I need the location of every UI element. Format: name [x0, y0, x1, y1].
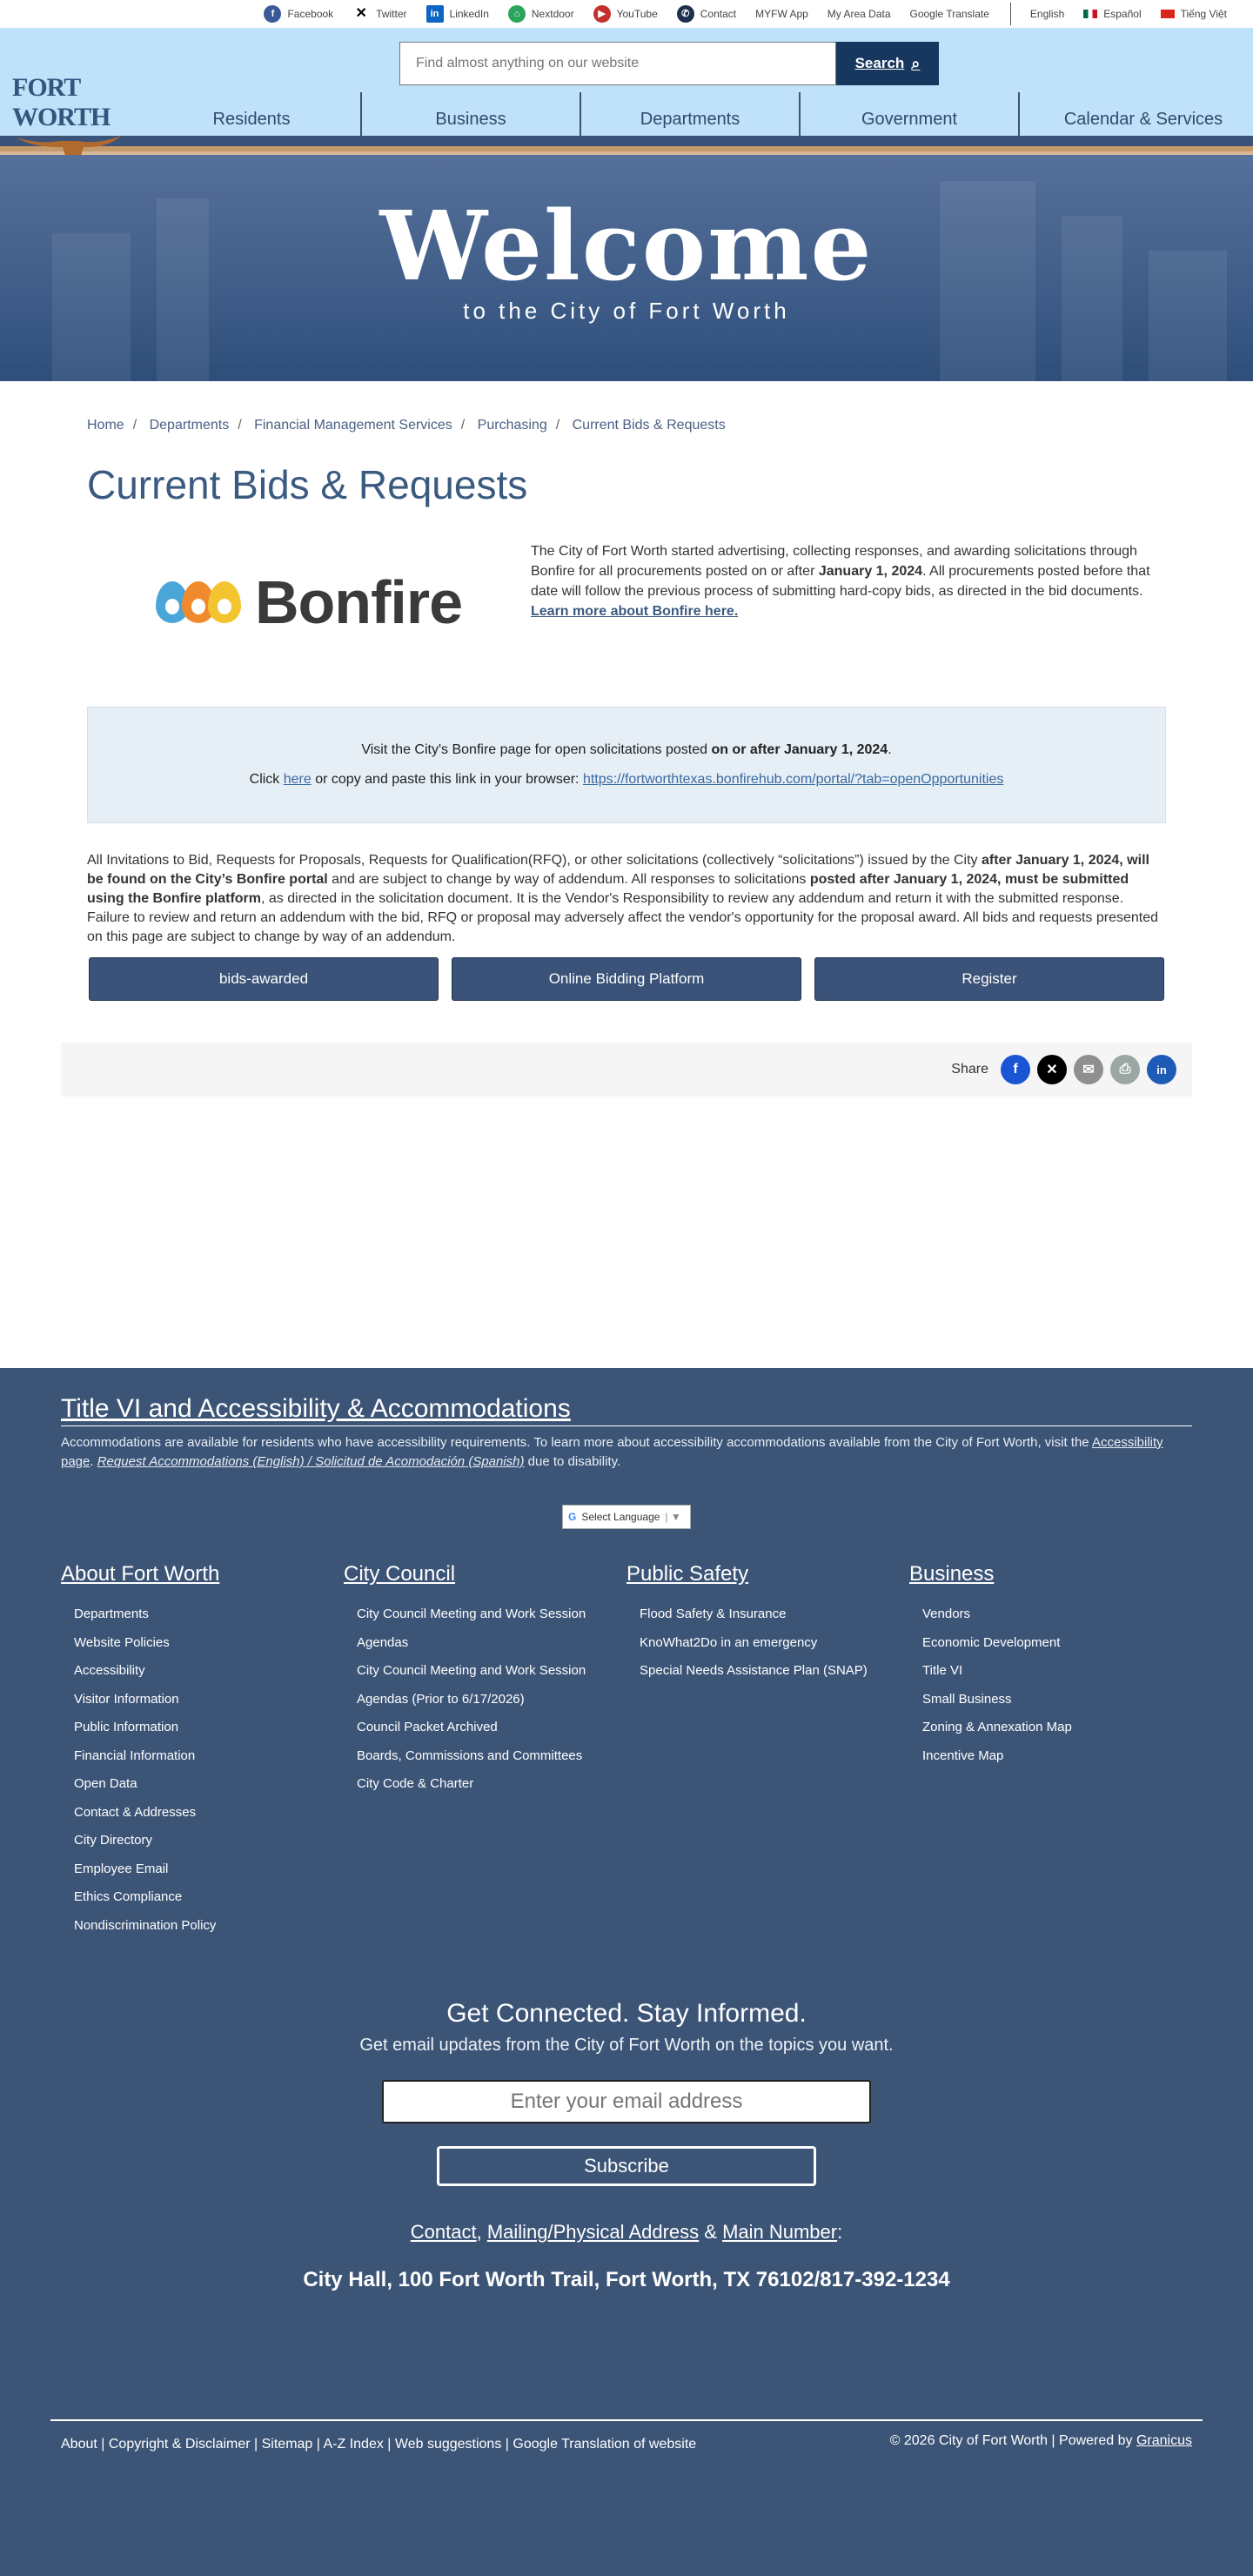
footer-link[interactable]: Title VI — [922, 1663, 963, 1678]
breadcrumb: Home / Departments / Financial Management Services / Purchasing / Current Bids & Requests — [87, 418, 726, 433]
solicitation-text: All Invitations to Bid, Requests for Proposals, Requests for Qualification(RFQ), or other solicitations (collectively “solicitations”) issued by the City after January 1, 2024, will be found on the City’s Bonfire portal and are subject to change by way of addendum. All responses to solicitations posted after January 1, 2024, must be submitted using the Bonfire platform, as directed in the solicitation document. It is the Vendor's Responsibility to review any addendum and return it with the submitted response. Failure to review and return an addendum with the bid, RFQ or proposal may adversely affect the vendor's opportunity for the proposal award. All bids and requests presented on this page are subject to change by way of an addendum. — [87, 853, 1158, 944]
nav-calendar-services[interactable]: Calendar & Services — [1063, 109, 1223, 129]
bonfire-logo: Bonfire — [87, 541, 531, 663]
fort-worth-logo[interactable]: FORT WORTH — [12, 73, 151, 143]
action-buttons — [87, 957, 1166, 1001]
intro-text: The City of Fort Worth started advertising, collecting responses, and awarding solicitations through Bonfire for all procurements posted on or after January 1, 2024. All procurements posted before that date will follow the previous process of submitting hard-copy bids, as directed in the bid documents. Learn more about Bonfire here. — [531, 544, 1150, 619]
intro-section — [87, 541, 1166, 663]
facebook-link[interactable]: f Facebook — [264, 5, 333, 23]
footer-link[interactable]: Small Business — [922, 1691, 1012, 1707]
mailing-address-link[interactable]: Mailing/Physical Address — [486, 2221, 700, 2243]
page-title: Current Bids & Requests — [87, 462, 528, 507]
utility-bar — [0, 0, 1253, 28]
footer-columns — [61, 1562, 1192, 1940]
facebook-share-icon[interactable]: f — [1001, 1055, 1030, 1084]
nav-business[interactable]: Business — [362, 92, 581, 146]
city-hall-address: City Hall, 100 Fort Worth Trail, Fort Worth, TX 76102/817-392-1234 — [303, 2268, 950, 2291]
search-form — [399, 42, 939, 85]
x-icon: ✕ — [352, 5, 370, 23]
search-input[interactable] — [399, 42, 836, 85]
lang-english[interactable]: English — [1029, 8, 1065, 20]
search-icon: ⌕ — [911, 54, 921, 72]
linkedin-link[interactable]: in LinkedIn — [426, 5, 489, 23]
breadcrumb-current: Current Bids & Requests — [572, 418, 726, 433]
facebook-icon: f — [264, 5, 281, 23]
email-input[interactable] — [382, 2080, 871, 2123]
request-accommodations-link[interactable]: Request Accommodations (English) / Solicitud de Acomodación (Spanish) — [97, 1454, 525, 1469]
lang-vietnamese[interactable]: Tiếng Việt — [1161, 8, 1227, 20]
search-button[interactable]: Search ⌕ — [836, 42, 939, 85]
breadcrumb-purchasing[interactable]: Purchasing — [477, 418, 547, 433]
bonfire-url-link[interactable]: https://fortworthtexas.bonfirehub.com/portal/?tab=openOpportunities — [582, 772, 1004, 787]
nav-government[interactable]: Government — [801, 92, 1020, 146]
accessibility-page-link[interactable]: Accessibility page — [61, 1435, 1163, 1469]
hero-title: Welcome — [379, 190, 874, 302]
site-footer — [0, 1368, 1253, 2576]
chevron-down-icon: | ▼ — [665, 1511, 681, 1523]
main-number-link[interactable]: Main Number — [722, 2221, 838, 2243]
x-share-icon[interactable]: ✕ — [1037, 1055, 1067, 1084]
linkedin-share-icon[interactable]: in — [1147, 1055, 1176, 1084]
accessibility-text: Accommodations are available for residents who have accessibility requirements. To learn more about accessibility accommodations available from the City of Fort Worth, visit the Accessibility page. Request Accommodations (English) / Solicitud de Acomodación (Spanish) due to disability. — [61, 1435, 1163, 1469]
contact-link[interactable]: ✆ Contact — [677, 5, 736, 23]
nav-departments[interactable]: Departments — [581, 92, 801, 146]
contact-links: Contact, Mailing/Physical Address & Main Number: — [410, 2221, 843, 2243]
footer-link[interactable]: Special Needs Assistance Plan (SNAP) — [640, 1663, 868, 1678]
share-bar: Share f ✕ ✉ ⎙ in — [61, 1043, 1192, 1097]
subscribe-button[interactable]: Subscribe — [437, 2146, 816, 2186]
here-link[interactable]: here — [283, 772, 312, 787]
footer-link[interactable]: Departments — [74, 1607, 149, 1621]
google-translate-link[interactable]: Google Translate — [909, 8, 989, 20]
phone-icon: ✆ — [677, 5, 694, 23]
footer-link[interactable]: Website Policies — [74, 1634, 170, 1650]
my-area-data-link[interactable]: My Area Data — [827, 8, 891, 20]
nav-residents[interactable]: Residents — [143, 92, 362, 146]
myfw-app-link[interactable]: MYFW App — [755, 8, 808, 20]
footer-link[interactable]: City Council Meeting and Work Session — [357, 1663, 586, 1678]
hero-banner — [0, 155, 1253, 381]
lang-espanol[interactable]: Español — [1083, 8, 1141, 20]
learn-bonfire-link[interactable]: Learn more about Bonfire here. — [531, 604, 739, 619]
newsletter-section: Get Connected. Stay Informed. Get email updates from the City of Fort Worth on the topics you want. Enter your email address Subscribe Contact, Mailing/Physical Address & Main Number: City Hall, 100 Fort Worth Trail, Fort Worth, TX 76102/817-392-1234 — [61, 1999, 1192, 2292]
youtube-icon: ▶ — [593, 5, 611, 23]
footer-link[interactable]: Agendas (Prior to 6/17/2026) — [357, 1691, 525, 1707]
footer-link[interactable]: City Code & Charter — [357, 1776, 474, 1791]
email-share-icon[interactable]: ✉ — [1074, 1055, 1103, 1084]
copyright: © 2026 City of Fort Worth | Powered by Granicus — [889, 2433, 1192, 2448]
vietnam-flag-icon — [1161, 10, 1175, 18]
footer-col-public-safety: Public Safety Flood Safety & Insurance KnoWhat2Do in an emergency Special Needs Assistance Plan (SNAP) — [626, 1562, 909, 1940]
main-nav — [143, 92, 1253, 146]
footer-link[interactable]: Boards, Commissions and Committees — [357, 1748, 583, 1763]
bids-awarded-button[interactable]: bids-awarded — [89, 957, 439, 1001]
main-content — [0, 418, 1253, 1001]
divider — [1010, 3, 1011, 25]
footer-legal-links[interactable]: About | Copyright & Disclaimer | Sitemap | A-Z Index | Web suggestions | Google Translation of website — [61, 2437, 697, 2452]
breadcrumb-fms[interactable]: Financial Management Services — [254, 418, 452, 433]
footer-link[interactable]: Financial Information — [74, 1748, 196, 1763]
online-bidding-button[interactable]: Online Bidding Platform — [452, 957, 801, 1001]
footer-link[interactable]: Public Information — [74, 1720, 179, 1734]
breadcrumb-home[interactable]: Home — [87, 418, 124, 433]
hero-subtitle: to the City of Fort Worth — [463, 298, 790, 324]
footer-link[interactable]: Flood Safety & Insurance — [640, 1607, 787, 1621]
footer-link[interactable]: City Council Meeting and Work Session — [357, 1607, 586, 1621]
register-button[interactable]: Register — [814, 957, 1164, 1001]
granicus-link[interactable]: Granicus — [1136, 2433, 1192, 2448]
youtube-link[interactable]: ▶ YouTube — [593, 5, 658, 23]
footer-col-business: Business Vendors Economic Development Title VI Small Business Zoning & Annexation Map Incentive Map — [909, 1562, 1192, 1940]
footer-link[interactable]: City Directory — [74, 1833, 153, 1848]
footer-link[interactable]: Incentive Map — [922, 1748, 1004, 1763]
footer-link[interactable]: Nondiscrimination Policy — [74, 1917, 217, 1933]
footer-link[interactable]: Open Data — [74, 1776, 137, 1791]
footer-bottom — [50, 2419, 1203, 2452]
footer-link[interactable]: Ethics Compliance — [74, 1889, 183, 1904]
footer-link[interactable]: Employee Email — [74, 1861, 169, 1876]
footer-link[interactable]: Economic Development — [922, 1634, 1061, 1650]
twitter-link[interactable]: ✕ Twitter — [352, 5, 406, 23]
footer-link[interactable]: Vendors — [922, 1607, 971, 1621]
bonfire-notice: Visit the City's Bonfire page for open solicitations posted on or after January 1, 2024. Click here or copy and paste this link in your browser: https://fortworthtexas.bonfirehub.com/portal/?tab=openOpportunities — [87, 707, 1166, 823]
site-header — [0, 28, 1253, 146]
mexico-flag-icon — [1083, 10, 1097, 18]
footer-link[interactable]: Visitor Information — [74, 1691, 179, 1707]
contact-link[interactable]: Contact — [410, 2221, 477, 2243]
footer-link[interactable]: Agendas — [357, 1634, 409, 1650]
footer-col-about: About Fort Worth Departments Website Policies Accessibility Visitor Information Public Information Financial Information Open Data Contact & Addresses City Directory Employee Email Ethics Compliance Nondiscrimination Policy — [61, 1562, 344, 1940]
language-select[interactable]: G Select Language | ▼ — [562, 1505, 691, 1529]
footer-link[interactable]: Accessibility — [74, 1663, 145, 1678]
title-vi-heading[interactable]: Title VI and Accessibility & Accommodations — [61, 1394, 1192, 1426]
print-share-icon[interactable]: ⎙ — [1110, 1055, 1140, 1084]
breadcrumb-departments[interactable]: Departments — [149, 418, 230, 433]
linkedin-icon: in — [426, 5, 444, 23]
footer-link[interactable]: Council Packet Archived — [357, 1720, 498, 1734]
google-icon: G — [568, 1511, 577, 1523]
nextdoor-icon: ⌂ — [508, 5, 526, 23]
footer-link[interactable]: Zoning & Annexation Map — [922, 1720, 1072, 1734]
footer-col-council: City Council City Council Meeting and Work Session Agendas City Council Meeting and Work Session Agendas (Prior to 6/17/2026) Council Packet Archived Boards, Commissions and Committees City Code & Charter — [344, 1562, 626, 1940]
footer-link[interactable]: Contact & Addresses — [74, 1804, 197, 1820]
nextdoor-link[interactable]: ⌂ Nextdoor — [508, 5, 574, 23]
footer-link[interactable]: KnoWhat2Do in an emergency — [640, 1634, 818, 1650]
